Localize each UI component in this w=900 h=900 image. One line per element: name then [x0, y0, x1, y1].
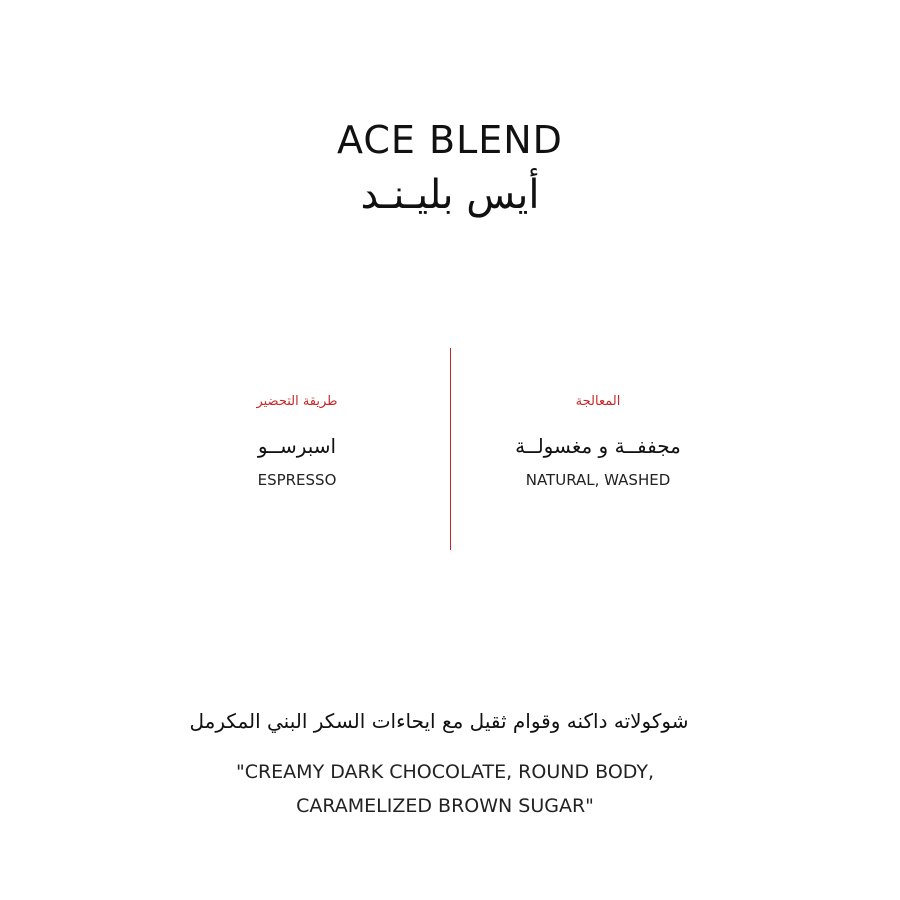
tasting-notes-en: [0, 755, 890, 823]
tasting-notes-ar: شوكولاته داكنه وقوام ثقيل مع ايحاءات السكر البني المكرمل: [189, 709, 689, 733]
tasting-notes-en-line2: CARAMELIZED BROWN SUGAR": [296, 795, 594, 817]
brew-method-label: طريقة التحضير: [256, 394, 338, 409]
product-title-ar: أيس بليـنـد: [360, 172, 540, 218]
product-title-en: ACE BLEND: [337, 118, 563, 162]
brew-method-value-en: ESPRESSO: [257, 471, 337, 489]
processing-value-ar: مجففــة و مغسولــة: [515, 434, 681, 458]
brew-method-value-ar: اسبرســو: [257, 434, 337, 458]
processing-value-en: NATURAL, WASHED: [525, 471, 671, 489]
tasting-notes-en-line1: "CREAMY DARK CHOCOLATE, ROUND BODY,: [235, 761, 655, 783]
processing-label: المعالجة: [575, 394, 621, 409]
